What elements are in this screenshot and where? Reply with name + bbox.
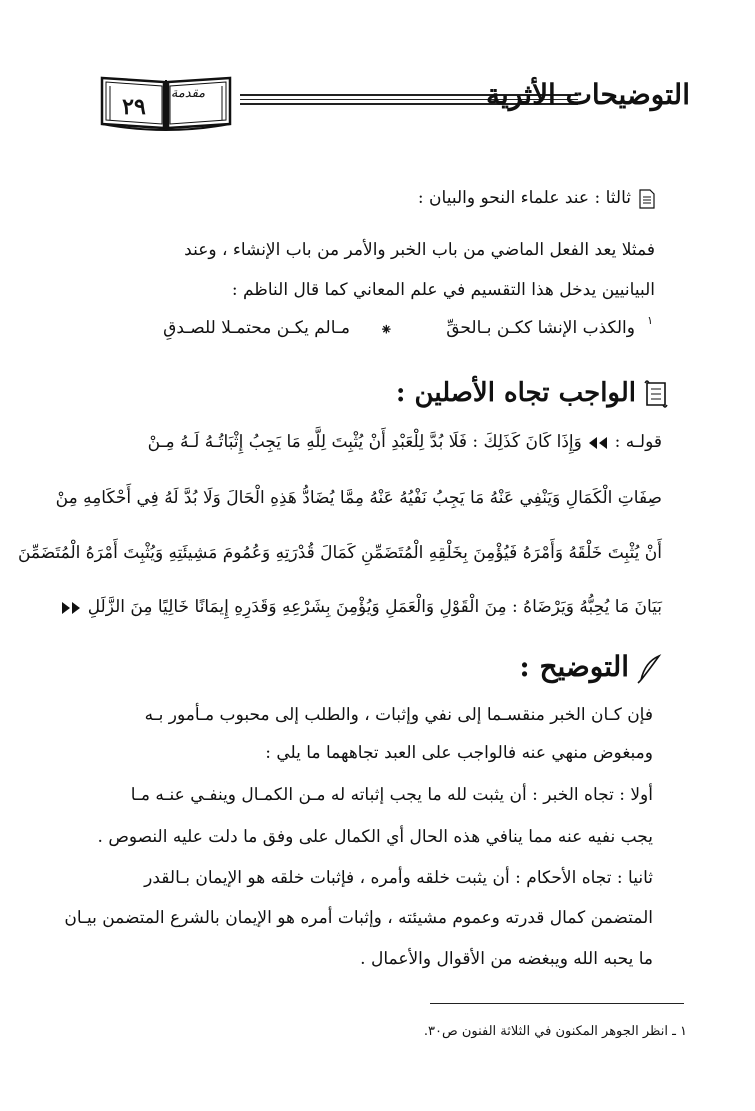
running-title: التوضيحات الأثرية	[486, 78, 690, 111]
heading-obligation-text: الواجب تجاه الأصلين :	[395, 378, 636, 408]
verse-footnote-ref: ١	[647, 314, 653, 327]
quote-intro: قولـه :	[614, 432, 662, 452]
section-three-title: ثالثا : عند علماء النحو والبيان :	[417, 188, 631, 208]
text-line: ومبغوض منهي عنه فالواجب على العبد تجاههما ما يلي :	[265, 743, 653, 763]
section-tag: مقدمة	[170, 86, 206, 101]
verse	[95, 314, 655, 348]
footnote-separator	[430, 1003, 684, 1004]
text-line: ثانيا : تجاه الأحكام : أن يثبت خلقه وأمره ، فإثبات خلقه هو الإيمان بـالقدر	[144, 868, 653, 888]
document-icon	[639, 189, 655, 209]
verse-separator: ⁕	[379, 320, 393, 339]
scroll-icon	[642, 379, 670, 409]
verse-right-hemistich: والكذب الإنشا ككـن بـالحقِّ	[446, 318, 635, 338]
quote-close-ornament-icon	[60, 601, 82, 615]
text-line: ما يحبه الله ويبغضه من الأقوال والأعمال .	[360, 949, 653, 969]
quill-icon	[635, 654, 663, 684]
text-line: المتضمن كمال قدرته وعموم مشيئته ، وإثبات أمره هو الإيمان بالشرع المتضمن بيـان	[64, 908, 653, 928]
text-line: فإن كـان الخبر منقسـما إلى نفي وإثبات ، والطلب إلى محبوب مـأمور بـه	[144, 705, 653, 725]
text-line: يجب نفيه عنه مما ينافي هذه الحال أي الكمال على وفق ما دلت عليه النصوص .	[97, 827, 653, 847]
section-three-title-line	[418, 188, 655, 209]
quote-line: أَنْ يُثْبِتَ خَلْقَهُ وَأَمْرَهُ فَيُؤْمِنَ بِخَلْقِهِ الْمُتَضَمِّنِ كَمَالَ قُدْرَتِهِ وَعُمُومَ مَشِيئَتِهِ وَيُثْبِتَ أَمْرَهُ الْمُتَضَمِّنَ	[17, 543, 662, 563]
book-ornament	[100, 72, 232, 132]
text-line: أولا : تجاه الخبر : أن يثبت لله ما يجب إثباته له مـن الكمـال وينفـي عنـه مـا	[130, 785, 653, 805]
quote-line: وَإِذَا كَانَ كَذَلِكَ : فَلَا بُدَّ لِلْعَبْدِ أَنْ يُثْبِتَ لِلَّهِ مَا يَجِبُ إِثْبَاتُـهُ لَـهُ مِـنْ	[147, 432, 582, 452]
heading-explanation-text: التوضيح :	[519, 650, 629, 683]
quote-line: بَيَانَ مَا يُحِبُّهُ وَيَرْضَاهُ : مِنَ الْقَوْلِ وَالْعَمَلِ وَيُؤْمِنَ بِشَرْعِهِ وَقَدَرِهِ إِيمَانًا خَالِيًا مِنَ الزَّلَلِ	[87, 597, 662, 617]
quote-line: صِفَاتِ الْكَمَالِ وَيَنْفِي عَنْهُ مَا يَجِبُ نَفْيُهُ عَنْهُ مِمَّا يُضَادُّ هَذِهِ الْحَالَ وَلَا بُدَّ لَهُ فِي أَحْكَامِهِ مِنْ	[55, 488, 662, 508]
footnote-text: ١ ـ انظر الجوهر المكنون في الثلاثة الفنون ص٣٠.	[423, 1024, 687, 1039]
text-line: فمثلا يعد الفعل الماضي من باب الخبر والأمر من باب الإنشاء ، وعند	[184, 240, 655, 260]
page-header	[100, 60, 690, 140]
page-number: ٢٩	[122, 94, 146, 120]
verse-left-hemistich: مـالم يكـن محتمـلا للصـدقِ	[163, 318, 350, 338]
text-line: البيانيين يدخل هذا التقسيم في علم المعاني كما قال الناظم :	[231, 280, 655, 300]
quote-open-ornament-icon	[587, 436, 609, 450]
